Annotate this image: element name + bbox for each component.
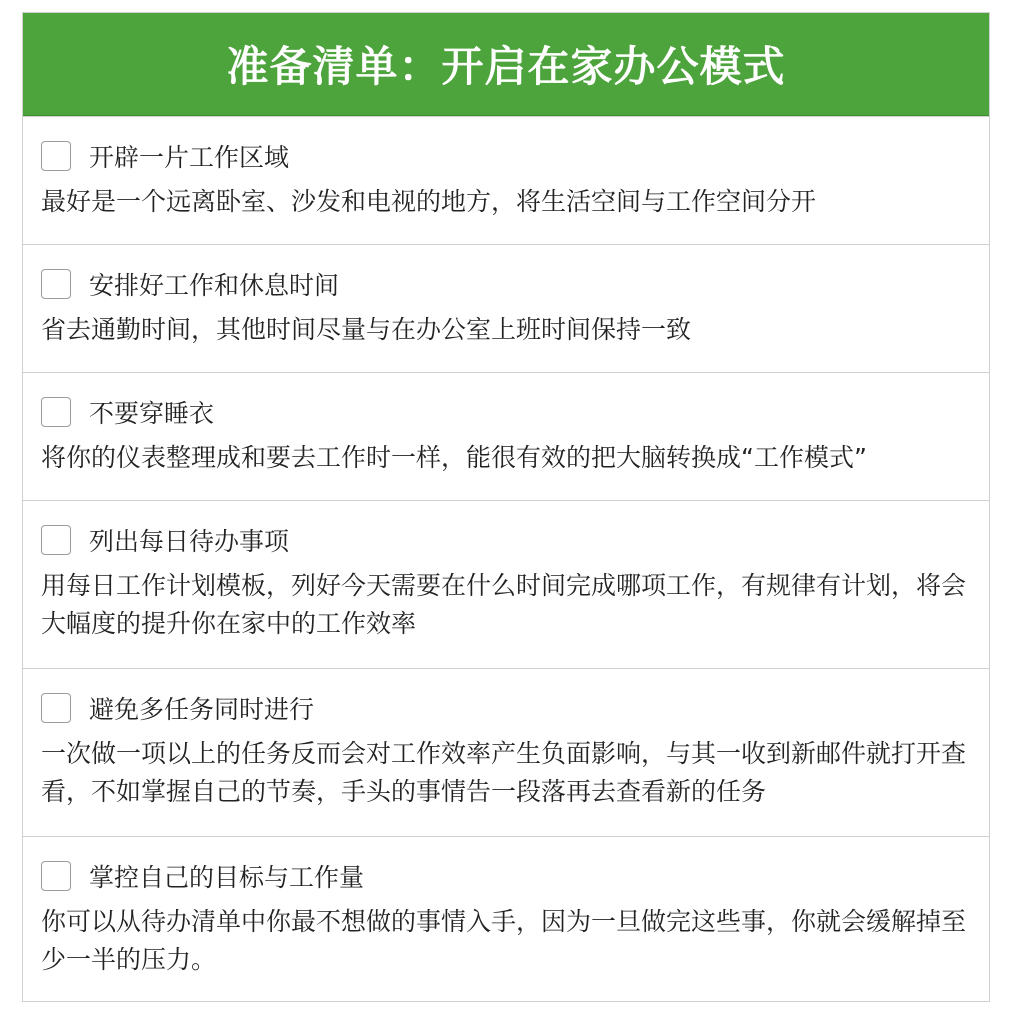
checklist-header [23,13,989,116]
checklist-item [23,668,989,836]
checklist-item [23,500,989,668]
checklist-item-description: 最好是一个远离卧室、沙发和电视的地方，将生活空间与工作空间分开 [41,187,817,216]
checklist-item [23,836,989,1002]
checkbox[interactable] [41,397,71,427]
checklist-item [23,116,989,244]
checklist-card [22,12,990,1002]
checkbox[interactable] [41,861,71,891]
checklist-item-head [41,261,971,307]
checklist-item-description: 你可以从待办清单中你最不想做的事情入手，因为一旦做完这些事，你就会缓解掉至少一半的压力。 [41,907,967,974]
checklist-item-title: 安排好工作和休息时间 [89,271,340,300]
checkbox[interactable] [41,525,71,555]
checklist-item-title: 开辟一片工作区域 [89,143,290,172]
checklist-item-head [41,133,971,179]
checklist-item-title: 列出每日待办事项 [89,527,290,556]
checkbox[interactable] [41,141,71,171]
checklist-item-head [41,517,971,563]
checklist-item [23,244,989,372]
checklist-item-description: 用每日工作计划模板，列好今天需要在什么时间完成哪项工作，有规律有计划，将会大幅度的提升你在家中的工作效率 [41,571,967,638]
page-title: 准备清单：开启在家办公模式 [226,42,786,91]
checkbox[interactable] [41,693,71,723]
checklist-item-description: 省去通勤时间，其他时间尽量与在办公室上班时间保持一致 [41,315,692,344]
checkbox[interactable] [41,269,71,299]
checklist-item-title: 避免多任务同时进行 [89,695,315,724]
checklist-item-title: 不要穿睡衣 [89,399,215,428]
checklist-item-description: 一次做一项以上的任务反而会对工作效率产生负面影响，与其一收到新邮件就打开查看，不如掌握自己的节奏，手头的事情告一段落再去查看新的任务 [41,739,967,806]
checklist-item [23,372,989,500]
checklist-item-head [41,389,971,435]
checklist-item-title: 掌控自己的目标与工作量 [89,863,365,892]
checklist-item-head [41,853,971,899]
checklist-item-description: 将你的仪表整理成和要去工作时一样，能很有效的把大脑转换成“工作模式” [41,443,867,472]
checklist-item-head [41,685,971,731]
